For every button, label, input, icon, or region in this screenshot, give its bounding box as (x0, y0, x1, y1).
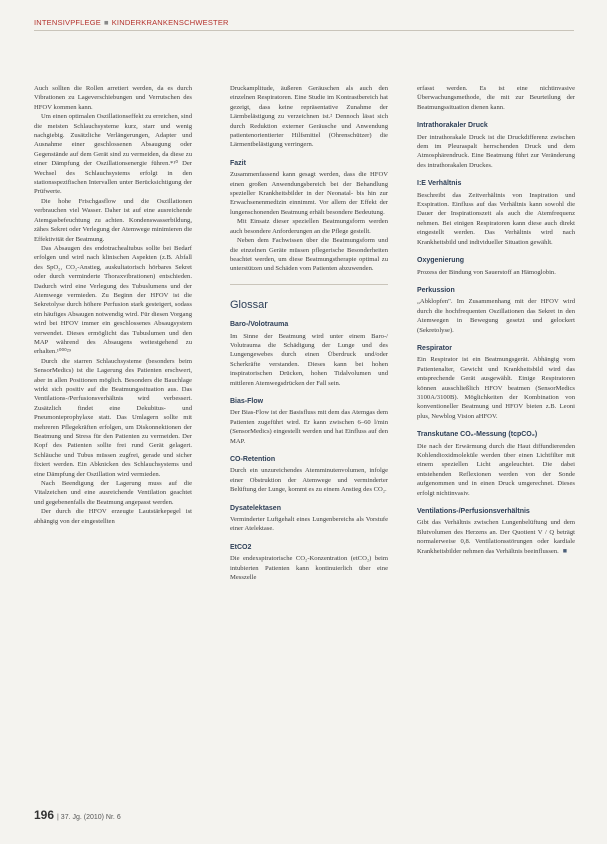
glossar-definition: Durch ein unzureichendes Atemminutenvolumen, infolge einer Obstruktion der Atemwege und verminderter Belüftung der Lunge, kommt es zu einem Anstieg des CO₂. (230, 467, 388, 494)
paragraph: Neben dem Fachwissen über die Beatmungsform und die einzelnen Geräte müssen pflegerische Besonderheiten beachtet werden, um diese Beatmungstherapie optimal zu unterstützen und Schäden vom Patienten abzuwenden. (230, 237, 388, 273)
paragraph: Um einen optimalen Oszillationseffekt zu erreichen, sind die meisten Schlauchsysteme kurz, starr und wenig nachgiebig. Zusätzliche Verlängerungen, Adapter und Ausnahme einer geschlossenen Absaugung oder Gegenstände auf dem Gerät sind zu vermeiden, da diese zu einer Dämpfung der Oszillationsenergie führen.*¹⁰ Der Wechsel des Schlauchsystems erfolgt in den stationsspezifischen Intervallen unter Berücksichtigung der Prüfwerte. (34, 113, 192, 196)
running-header (34, 18, 229, 27)
column-2 (230, 84, 388, 582)
glossar-definition: Der Bias-Flow ist der Basisfluss mit dem das Atemgas dem Patienten zugeführt wird. Er kann zwischen 6–60 l/min (SensorMedics) eingestellt werden und hat Einfluss auf den MAP. (230, 409, 388, 445)
paragraph: Das Absaugen des endotrachealtubus sollte bei Bedarf erfolgen und wird nach klinischen Aspekten (z.B. Abfall des SpO₂, CO₂-Anstieg, auskultatorisch hörbares Sekret oder durch verminderte Thoraxvibrationen) entschieden. Dadurch wird eine Verlegung des Tubuslumens und der Atemwege vermieden. Zu Beginn der HFOV ist die Sekretolyse durch höhere Perfusion stark gesteigert, sodass ein häufiges Absaugen notwendig wird. Für diesen Vorgang wird bei HFOV immer ein geschlossenes Absaugsystem verwendet. Dieses ermöglicht das Tubuslumen und den MAP während des Absaugens weitestgehend zu erhalten.¹⁰⁰⁰²⁹ (34, 244, 192, 356)
glossar-term: Dysatelektasen (230, 504, 281, 512)
paragraph: Auch sollten die Rollen arretiert werden, da es durch Vibrationen zu Lageverschiebungen und Verrutschen des HFOV kommen kann. (34, 85, 192, 111)
glossar-definition: Die nach der Erwärmung durch die Haut diffundierenden Kohlendioxidmoleküle werden über einen Lichtfilter mit einem speziellen Licht angeleuchtet. Die dabei entstehenden Reflexionen werden von der Sonde aufgenommen und in einen Druck umgerechnet. Dieses erfolgt nichtinvasiv. (417, 442, 575, 497)
glossar-term: Intrathorakaler Druck (417, 122, 488, 130)
paragraph: Zusammenfassend kann gesagt werden, dass die HFOV einen großen Anwendungsbereich bei der Behandlung spezieller Krankheitsbilder in der Neonatal- bis hin zur Erwachsenenmedizin einnimmt. Vor allem der Effekt der lungenschonenden Beatmung erhält besondere Bedeutung. (230, 171, 388, 216)
glossar-definition-text: Gibt das Verhältnis zwischen Lungenbelüftung und dem Blutvolumen des Herzens an. Der Quotient V / Q beträgt normalerweise 0,8. Ventilationsstörungen oder kardiale Krankheitsbilder nehmen das Verhältnis beeinflussen. (417, 519, 575, 555)
glossar-definition: Prozess der Bindung von Sauerstoff an Hämoglobin. (417, 268, 556, 276)
page-number: 196 (34, 808, 55, 822)
glossar-definition: Ein Respirator ist ein Beatmungsgerät. Abhängig vom Patientenalter, Gewicht und Krankheitsbild wird das entsprechende Gerät ausgewählt. Einige Respiratoren können ausschließlich HFOV beatmen (SensorMedics 3100A/3100B). Möglichkeiten der Kombination von konventioneller Beatmung und HFOV bieten z.B. Leoni plus, Newblog Vision aHFOV. (417, 356, 575, 420)
paragraph: Druckamplitude, äußeren Geräuschen als auch den einzelnen Respiratoren. Eine Studie im Kontrastbereich hat gezeigt, dass keine repräsentative Zunahme der Lärmbelästigung zu verzeichnen ist.² Dennoch lässt sich durch Reduktion externer Geräusche und Anwendung patientenorientierter Hilfsmittel (Ohrenschützer) die Lärmentbelästigung verringern. (230, 85, 388, 149)
fazit-heading: Fazit (230, 159, 246, 167)
header-separator-icon: ■ (103, 18, 109, 27)
glossar-heading: Glossar (230, 298, 268, 311)
glossar-term: Respirator (417, 344, 453, 352)
header-rule (34, 30, 574, 31)
glossar-definition: Der intrathorakale Druck ist die Druckdifferenz zwischen dem im Pleuraspalt herrschenden Druck und dem Atmosphärendruck. Eine Beatmung führt zur Veränderung des intrathorakalen Druckes. (417, 133, 575, 169)
paragraph: Die hohe Frischgasflow und die Oszillationen verbrauchen viel Wasser. Daher ist auf eine ausreichende Atemgasbefeuchtung zu achten. Kondenswasserbildung, zähes Sekret oder Verlegung der Atemwege minimieren die Effektivität der Beatmung. (34, 197, 192, 243)
glossar-definition: Die endexspiratorische CO₂-Konzentration (etCO₂) beim intubierten Patienten kann kontinuierlich über eine Messzelle (230, 555, 388, 582)
glossar-term: CO-Retention (230, 456, 276, 463)
glossar-term: Baro-/Volotrauma (230, 321, 289, 329)
header-title: KINDERKRANKENSCHWESTER (111, 18, 229, 27)
paragraph: erfasst werden. Es ist eine nichtinvasive Überwachungsmethode, die mit zur Beurteilung der Beatmungssituation dienen kann. (417, 85, 575, 111)
page-footer (34, 806, 121, 824)
issue-info: | 37. Jg. (2010) Nr. 6 (57, 814, 121, 821)
glossar-term: Ventilations-/Perfusionsverhältnis (417, 508, 530, 516)
glossar-term: Oxygenierung (417, 257, 465, 265)
paragraph: Durch die starren Schlauchsysteme (besonders beim SensorMedics) ist die Lagerung des Patienten erschwert, aber in allen Positionen möglich. Besonders die Bauchlage wirkt sich positiv auf die Beatmungssituation aus. Das Ventilations-/Perfusionsverhältnis wird verbessert. Zusätzlich findet eine Dekubitus- und Pneumonieprophylaxe statt. Das Umlagern sollte mit mehreren Pflegekräften erfolgen, um Diskonnektionen der Beatmung und Stress für den Patienten zu vermeiden. Der Kopf des Patienten sollte frei rund Gerät gelagert. Schläuche und Tubus müssen zugfrei, gerade und sicher fixiert werden. Ein Abknicken des Schlauchsystems und eine Dämpfung der Oszillation wird vermieden. (34, 357, 192, 478)
glossar-definition: Verminderter Luftgehalt eines Lungenbereichs als Vorstufe einer Atelektase. (230, 516, 388, 533)
header-section: INTENSIVPFLEGE (34, 18, 101, 27)
glossar-rule (230, 284, 388, 285)
glossar-term: Perkussion (417, 286, 455, 294)
column-3 (417, 84, 575, 556)
paragraph: Mit Einsatz dieser speziellen Beatmungsform werden auch besondere Anforderungen an die Pflege gestellt. (230, 218, 388, 235)
glossar-term: Transkutane CO₂-Messung (tcpCO₂) (417, 431, 538, 439)
paragraph: Der durch die HFOV erzeugte Lautstärkepegel ist abhängig von der eingestellten (34, 508, 192, 525)
end-of-article-icon: ■ (562, 546, 568, 555)
glossar-term: EtCO2 (230, 543, 252, 551)
glossar-definition: Im Sinne der Beatmung wird unter einem Baro-/ Volutrauma die Schädigung der Lunge und des Lungengewebes durch einen Überdruck und/oder Scherkräfte verstanden. Dieses kann bei hohen inspiratorischen Drücken, hohen Tidalvolumen und mittleren Atemwegsdrücken der Fall sein. (230, 332, 388, 387)
column-1 (34, 84, 192, 526)
glossar-term: Bias-Flow (230, 397, 264, 405)
glossar-definition (417, 518, 575, 556)
glossar-term: I:E Verhältnis (417, 180, 462, 188)
paragraph: Nach Beendigung der Lagerung muss auf die Vitalzeichen und eine ausreichende Ventilation geachtet und gegebenenfalls die Beatmung angepasst werden. (34, 480, 192, 506)
glossar-definition: Beschreibt das Zeitverhältnis von Inspiration und Exspiration. Einfluss auf das Verhältnis kann sowohl die Dauer der Inspirationszeit als auch die Atemfrequenz nehmen. Bei einigen Respiratoren kann diese auch direkt eingestellt werden. Das Verhältnis wird nach Krankheitsbild und individueller Situation gewählt. (417, 191, 575, 246)
glossar-definition: „Abklopfen". Im Zusammenhang mit der HFOV wird durch die hochfrequenten Oszillationen das Sekret in den Atemwegen in Bewegung gesetzt und gelockert (Sekretolyse). (417, 298, 575, 334)
